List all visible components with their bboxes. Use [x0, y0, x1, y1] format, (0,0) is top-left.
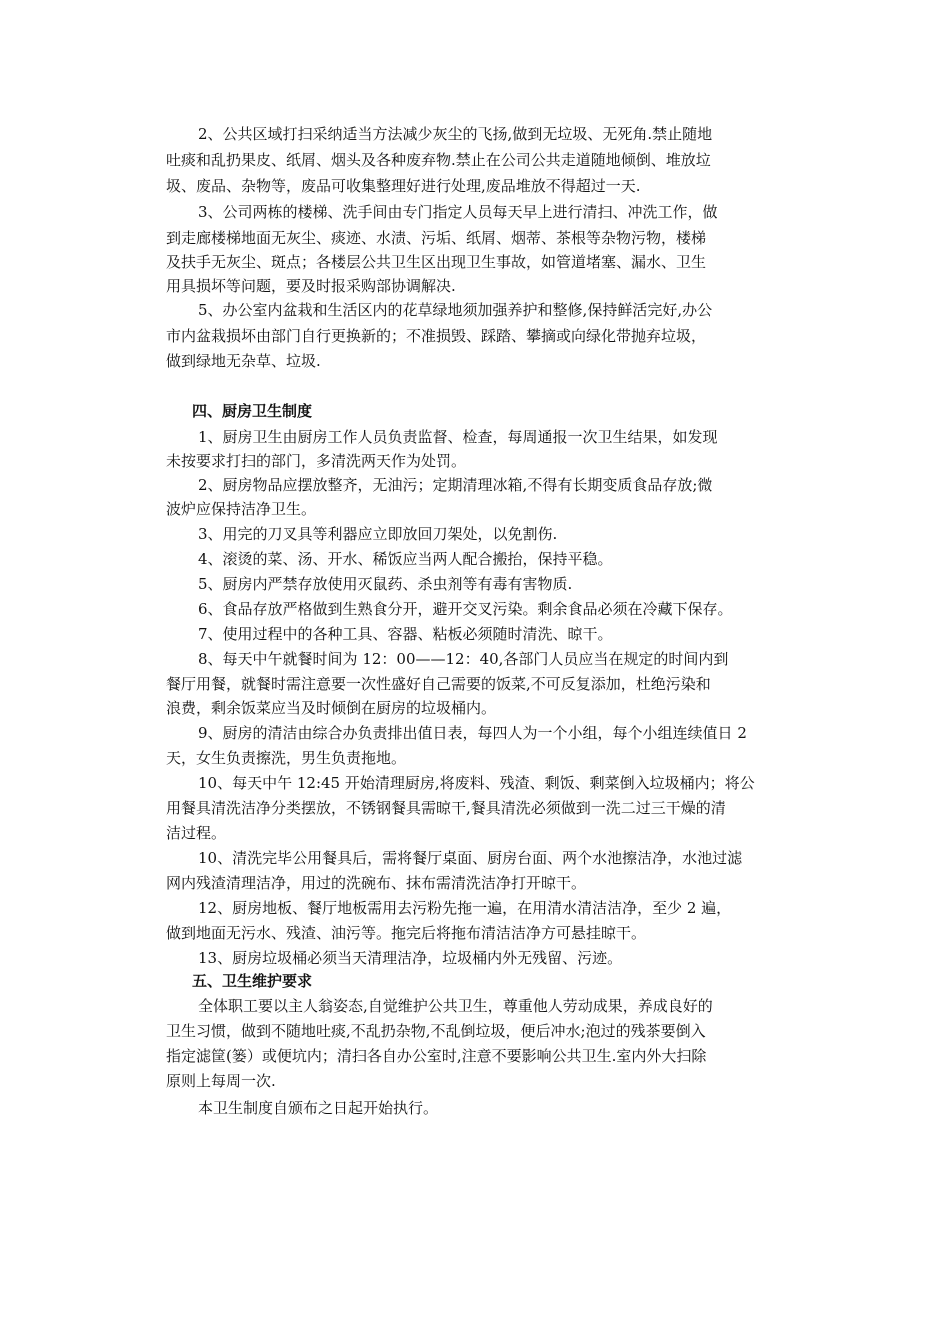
text-line: 波炉应保持洁净卫生。 [166, 500, 317, 518]
text-line: 12、厨房地板、餐厅地板需用去污粉先拖一遍，在用清水清洁洁净，至少 2 遍， [198, 899, 732, 917]
text-line: 本卫生制度自颁布之日起开始执行。 [198, 1099, 439, 1117]
text-line: 3、公司两栋的楼梯、洗手间由专门指定人员每天早上进行清扫、冲洗工作，做 [198, 203, 718, 221]
text-line: 指定滤筐(篓）或便坑内；清扫各自办公室时,注意不要影响公共卫生.室内外大扫除 [166, 1047, 707, 1065]
text-line: 圾、废品、杂物等，废品可收集整理好进行处理,废品堆放不得超过一天. [166, 177, 641, 195]
text-line: 10、每天中午 12:45 开始清理厨房,将废料、残渣、剩饭、剩菜倒入垃圾桶内；将公 [198, 774, 755, 792]
text-line: 9、厨房的清洁由综合办负责排出值日表，每四人为一个小组，每个小组连续值日 2 [198, 724, 747, 742]
text-line: 2、公共区域打扫采纳适当方法减少灰尘的飞扬,做到无垃圾、无死角.禁止随地 [198, 125, 713, 143]
text-line: 5、厨房内严禁存放使用灭鼠药、杀虫剂等有毒有害物质. [198, 575, 573, 593]
text-line: 天，女生负责擦洗，男生负责拖地。 [166, 749, 407, 767]
text-line: 13、厨房垃圾桶必须当天清理洁净，垃圾桶内外无残留、污迹。 [198, 949, 623, 967]
text-line: 4、滚烫的菜、汤、开水、稀饭应当两人配合搬抬，保持平稳。 [198, 550, 613, 568]
text-line: 全体职工要以主人翁姿态,自觉维护公共卫生，尊重他人劳动成果，养成良好的 [198, 997, 713, 1015]
text-line: 3、用完的刀叉具等利器应立即放回刀架处，以免割伤. [198, 525, 558, 543]
text-line: 做到绿地无杂草、垃圾. [166, 352, 321, 370]
section-heading: 四、厨房卫生制度 [192, 402, 313, 420]
text-line: 市内盆栽损坏由部门自行更换新的；不准损毁、踩踏、攀摘或向绿化带抛弃垃圾， [166, 327, 707, 345]
text-line: 10、清洗完毕公用餐具后，需将餐厅桌面、厨房台面、两个水池擦洁净，水池过滤 [198, 849, 743, 867]
text-line: 到走廊楼梯地面无灰尘、痰迹、水渍、污垢、纸屑、烟蒂、茶根等杂物污物，楼梯 [166, 229, 707, 247]
text-line: 2、厨房物品应摆放整齐，无油污；定期清理冰箱,不得有长期变质食品存放;微 [198, 476, 713, 494]
text-line: 8、每天中午就餐时间为 12：00——12：40,各部门人员应当在规定的时间内到 [198, 650, 729, 668]
text-line: 洁过程。 [166, 824, 227, 842]
text-line: 用具损坏等问题，要及时报采购部协调解决. [166, 277, 456, 295]
section-heading: 五、卫生维护要求 [192, 972, 313, 990]
text-line: 做到地面无污水、残渣、油污等。拖完后将拖布清洁洁净方可悬挂晾干。 [166, 924, 647, 942]
text-line: 7、使用过程中的各种工具、容器、粘板必须随时清洗、晾干。 [198, 625, 613, 643]
text-line: 餐厅用餐，就餐时需注意要一次性盛好自己需要的饭菜,不可反复添加，杜绝污染和 [166, 675, 711, 693]
text-line: 及扶手无灰尘、斑点；各楼层公共卫生区出现卫生事故，如管道堵塞、漏水、卫生 [166, 253, 707, 271]
text-line: 吐痰和乱扔果皮、纸屑、烟头及各种废弃物.禁止在公司公共走道随地倾倒、堆放垃 [166, 151, 711, 169]
text-line: 网内残渣清理洁净，用过的洗碗布、抹布需清洗洁净打开晾干。 [166, 874, 587, 892]
text-line: 用餐具清洗洁净分类摆放，不锈钢餐具需晾干,餐具清洗必须做到一洗二过三干燥的清 [166, 799, 726, 817]
text-line: 未按要求打扫的部门，多清洗两天作为处罚。 [166, 452, 467, 470]
text-line: 浪费，剩余饭菜应当及时倾倒在厨房的垃圾桶内。 [166, 699, 497, 717]
text-line: 原则上每周一次. [166, 1072, 276, 1090]
text-line: 1、厨房卫生由厨房工作人员负责监督、检查，每周通报一次卫生结果，如发现 [198, 428, 718, 446]
text-line: 5、办公室内盆栽和生活区内的花草绿地须加强养护和整修,保持鲜活完好,办公 [198, 301, 713, 319]
text-line: 6、食品存放严格做到生熟食分开，避开交叉污染。剩余食品必须在冷藏下保存。 [198, 600, 733, 618]
text-line: 卫生习惯，做到不随地吐痰,不乱扔杂物,不乱倒垃圾，便后冲水;泡过的残茶要倒入 [166, 1022, 706, 1040]
